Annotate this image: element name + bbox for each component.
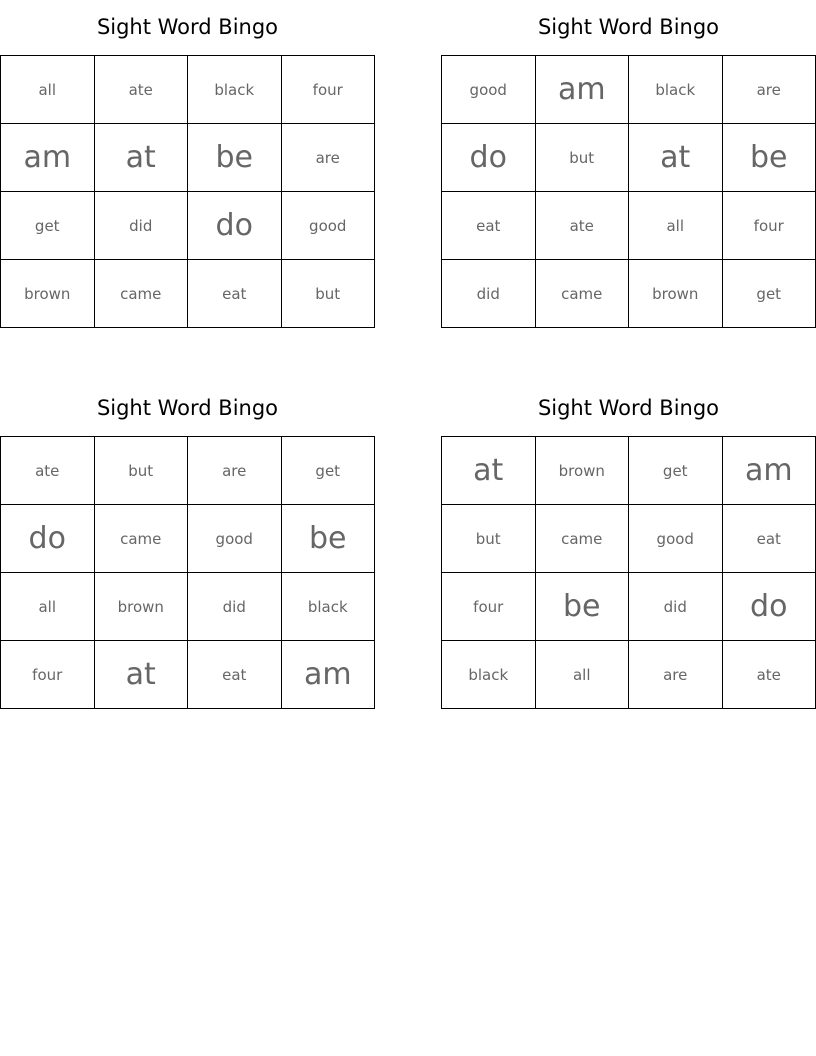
grid-cell: ate xyxy=(94,56,188,124)
grid-cell: good xyxy=(281,192,375,260)
grid-cell: came xyxy=(535,260,629,328)
grid-cell: ate xyxy=(722,641,816,709)
grid-row xyxy=(1,641,375,709)
bingo-card-2 xyxy=(441,0,816,328)
grid-cell: are xyxy=(629,641,723,709)
grid-cell: ate xyxy=(1,437,95,505)
grid-cell: at xyxy=(629,124,723,192)
grid-cell: am xyxy=(535,56,629,124)
grid-cell: eat xyxy=(442,192,536,260)
grid-cell: at xyxy=(442,437,536,505)
grid-row xyxy=(1,192,375,260)
grid-cell: four xyxy=(281,56,375,124)
grid-cell: eat xyxy=(188,641,282,709)
card-title: Sight Word Bingo xyxy=(96,396,279,420)
grid-cell: get xyxy=(629,437,723,505)
grid-cell: four xyxy=(442,573,536,641)
grid-cell: did xyxy=(94,192,188,260)
grid-cell: brown xyxy=(535,437,629,505)
grid-cell: good xyxy=(188,505,282,573)
grid-row xyxy=(1,505,375,573)
grid-row xyxy=(1,124,375,192)
grid-row xyxy=(442,505,816,573)
grid-cell: at xyxy=(94,124,188,192)
grid-cell: are xyxy=(281,124,375,192)
grid-cell: good xyxy=(442,56,536,124)
bingo-grid xyxy=(0,55,375,328)
grid-cell: but xyxy=(281,260,375,328)
grid-row xyxy=(442,260,816,328)
grid-cell: all xyxy=(629,192,723,260)
card-title: Sight Word Bingo xyxy=(96,15,279,39)
grid-cell: eat xyxy=(188,260,282,328)
grid-cell: good xyxy=(629,505,723,573)
grid-row xyxy=(442,56,816,124)
grid-cell: came xyxy=(535,505,629,573)
grid-cell: did xyxy=(629,573,723,641)
grid-cell: but xyxy=(535,124,629,192)
bingo-grid xyxy=(441,436,816,709)
grid-cell: am xyxy=(722,437,816,505)
grid-cell: did xyxy=(188,573,282,641)
grid-row xyxy=(1,573,375,641)
grid-cell: brown xyxy=(629,260,723,328)
grid-row xyxy=(442,641,816,709)
grid-cell: am xyxy=(281,641,375,709)
grid-cell: all xyxy=(1,573,95,641)
grid-cell: black xyxy=(629,56,723,124)
grid-cell: black xyxy=(281,573,375,641)
grid-row xyxy=(442,437,816,505)
grid-cell: am xyxy=(1,124,95,192)
grid-cell: came xyxy=(94,260,188,328)
grid-cell: eat xyxy=(722,505,816,573)
grid-row xyxy=(1,437,375,505)
grid-row xyxy=(442,192,816,260)
grid-row xyxy=(442,124,816,192)
grid-cell: get xyxy=(281,437,375,505)
grid-cell: four xyxy=(722,192,816,260)
grid-cell: be xyxy=(188,124,282,192)
grid-cell: get xyxy=(722,260,816,328)
grid-cell: four xyxy=(1,641,95,709)
grid-cell: do xyxy=(722,573,816,641)
grid-cell: but xyxy=(442,505,536,573)
bingo-card-4 xyxy=(441,381,816,709)
grid-cell: do xyxy=(442,124,536,192)
card-title: Sight Word Bingo xyxy=(537,15,720,39)
grid-cell: at xyxy=(94,641,188,709)
grid-row xyxy=(1,56,375,124)
grid-cell: be xyxy=(281,505,375,573)
grid-cell: brown xyxy=(94,573,188,641)
card-title: Sight Word Bingo xyxy=(537,396,720,420)
grid-cell: all xyxy=(535,641,629,709)
grid-row xyxy=(442,573,816,641)
grid-cell: black xyxy=(442,641,536,709)
bingo-card-3 xyxy=(0,381,375,709)
grid-cell: did xyxy=(442,260,536,328)
grid-cell: black xyxy=(188,56,282,124)
grid-cell: all xyxy=(1,56,95,124)
grid-cell: be xyxy=(722,124,816,192)
grid-cell: be xyxy=(535,573,629,641)
grid-cell: ate xyxy=(535,192,629,260)
grid-cell: are xyxy=(188,437,282,505)
grid-row xyxy=(1,260,375,328)
grid-cell: are xyxy=(722,56,816,124)
grid-cell: brown xyxy=(1,260,95,328)
grid-cell: do xyxy=(188,192,282,260)
grid-cell: do xyxy=(1,505,95,573)
grid-cell: get xyxy=(1,192,95,260)
bingo-grid xyxy=(0,436,375,709)
grid-cell: came xyxy=(94,505,188,573)
grid-cell: but xyxy=(94,437,188,505)
bingo-card-1 xyxy=(0,0,375,328)
bingo-grid xyxy=(441,55,816,328)
